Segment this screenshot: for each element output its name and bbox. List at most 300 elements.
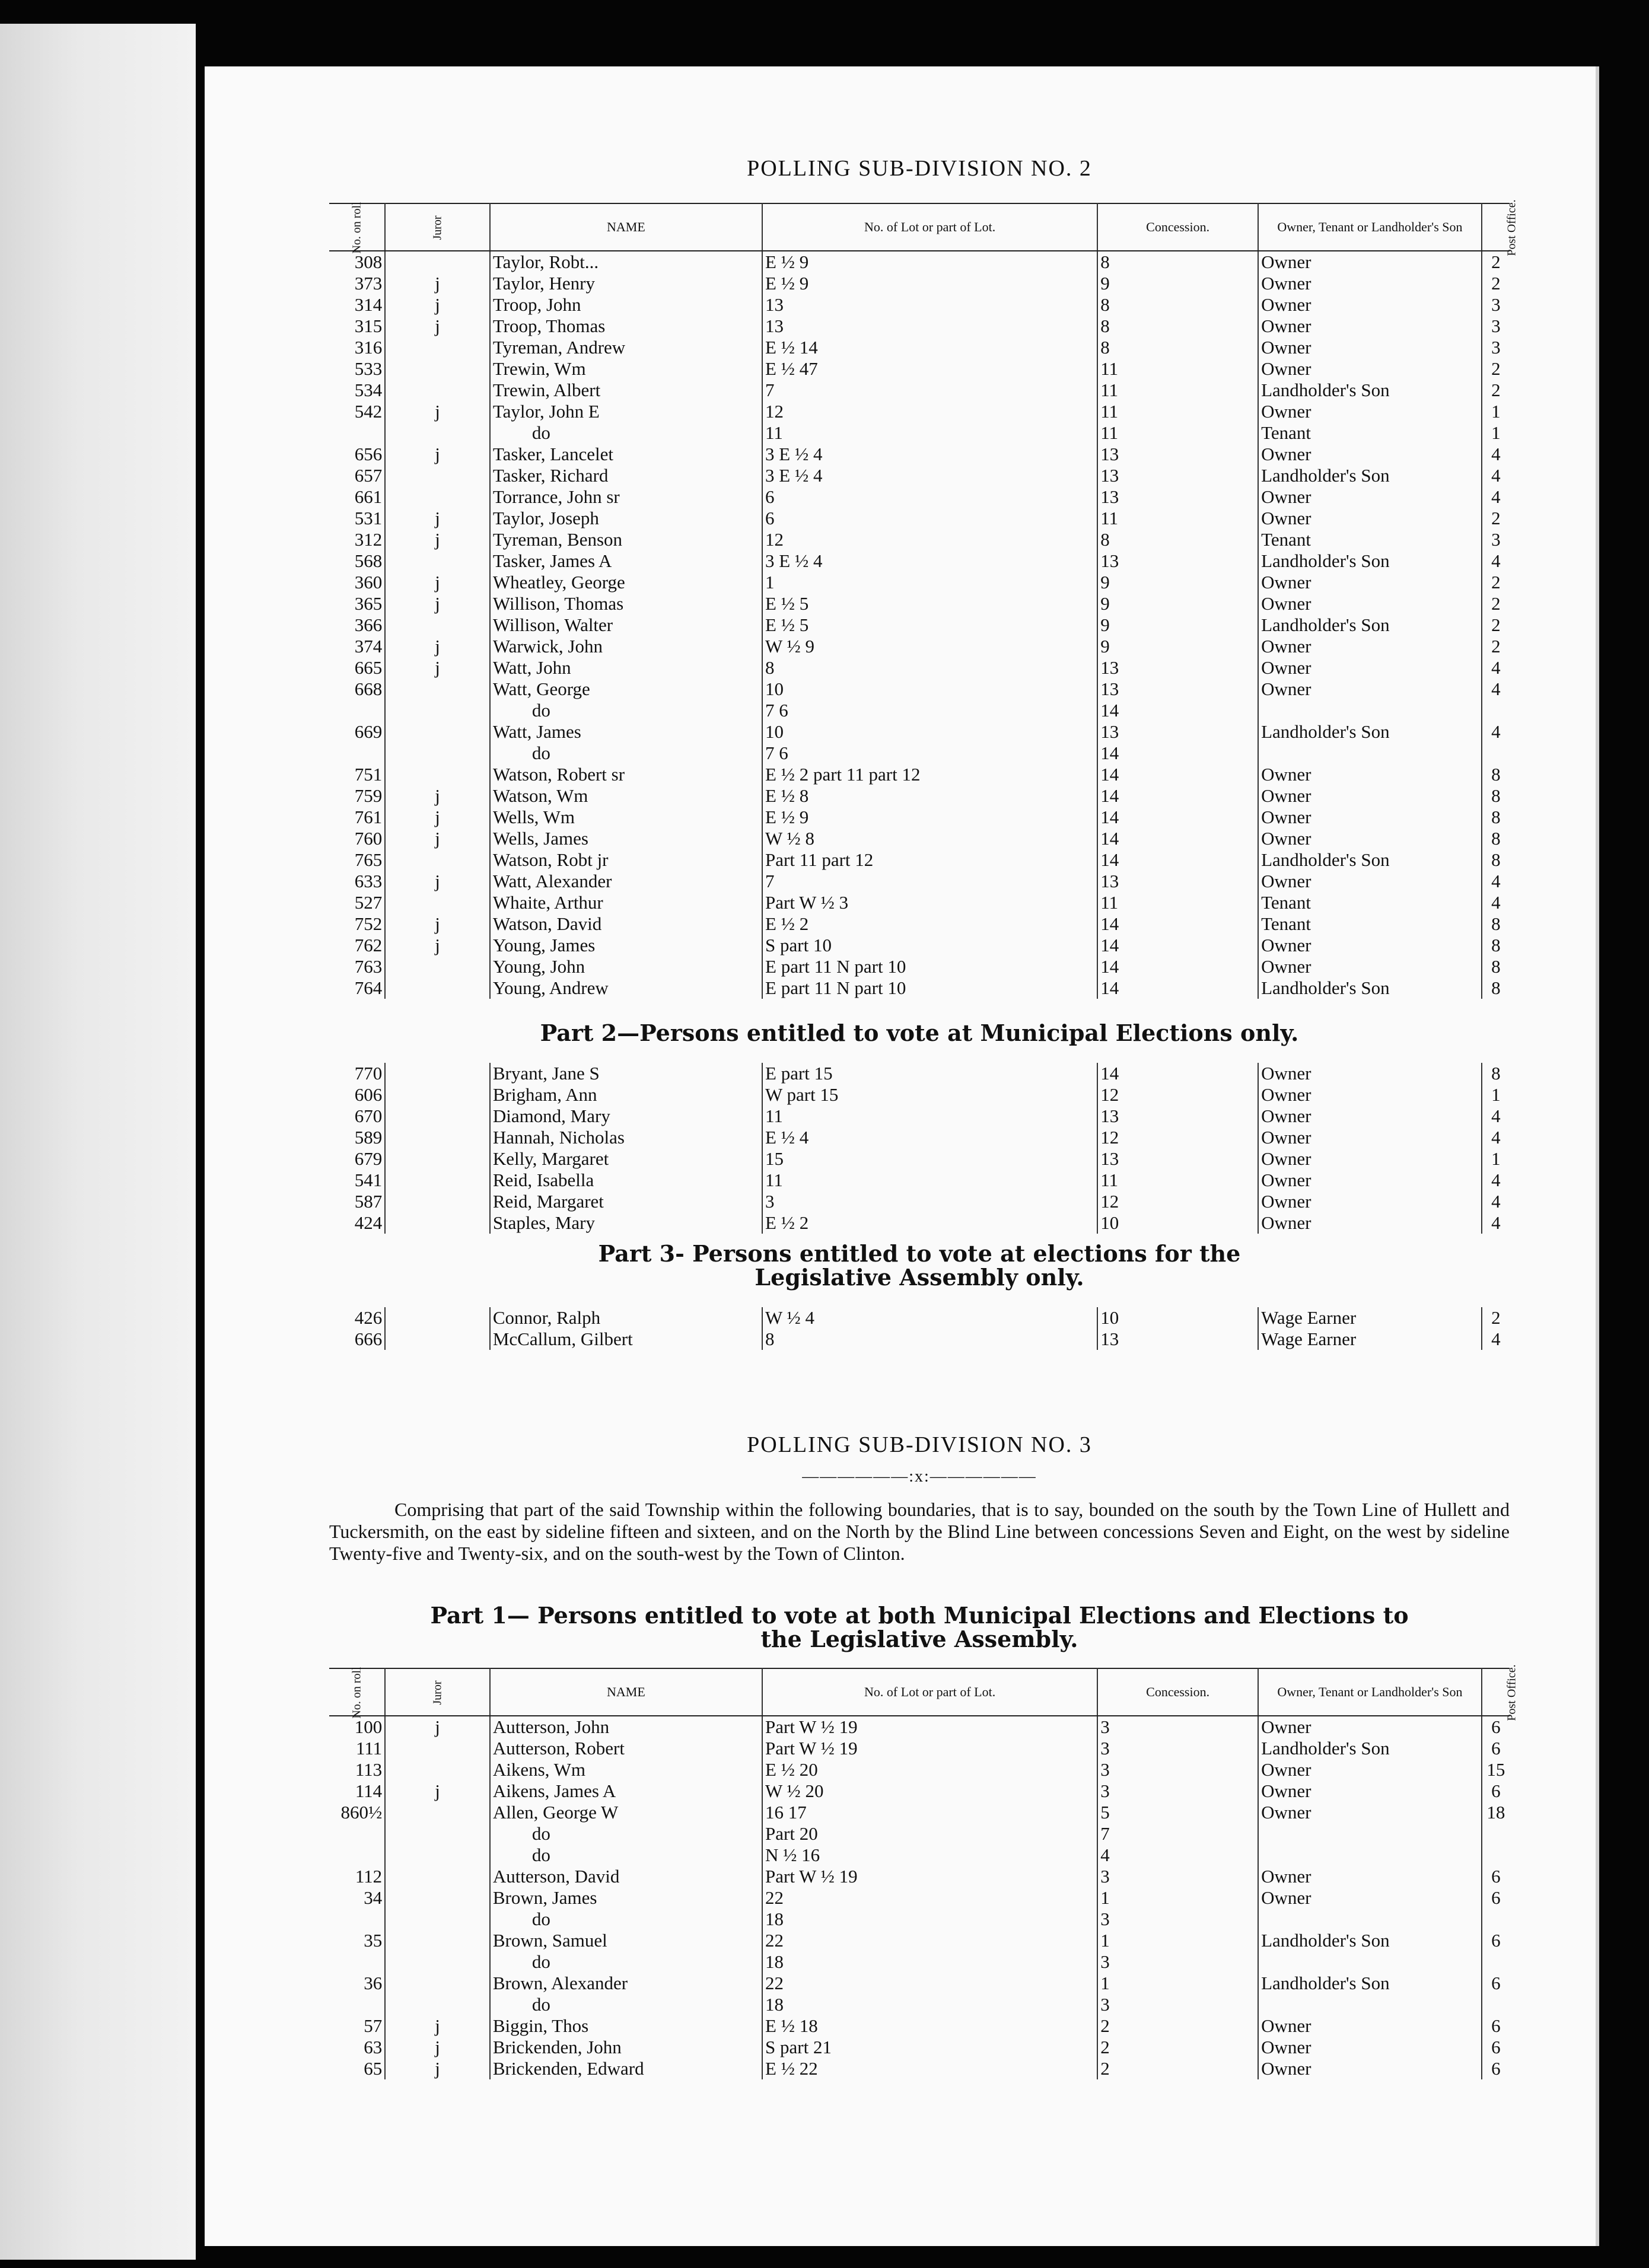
roll-number: 657: [354, 465, 383, 486]
roll-number: 534: [354, 380, 383, 400]
concession-number: 10: [1097, 1307, 1258, 1329]
table-row: [329, 657, 1510, 679]
concession-number: 3: [1097, 1738, 1258, 1759]
roll-number: 633: [354, 871, 383, 891]
header-lot: [762, 203, 1097, 251]
tenure-status: Owner: [1258, 1191, 1482, 1212]
juror-mark: j: [385, 2037, 490, 2058]
sub2-part1-body: [329, 251, 1510, 999]
juror-mark: j: [385, 935, 490, 956]
voter-name: Whaite, Arthur: [490, 892, 762, 913]
concession-number: 11: [1097, 508, 1258, 529]
roll-number: 100: [354, 1716, 383, 1737]
post-office-number: 4: [1482, 550, 1510, 572]
concession-number: 3: [1097, 1909, 1258, 1930]
lot-description: Part W ½ 19: [762, 1866, 1097, 1887]
voter-name: Brown, Samuel: [490, 1930, 762, 1951]
table-row: [329, 679, 1510, 700]
header-no-on-roll: [329, 1666, 385, 1719]
post-office-number: 8: [1482, 785, 1510, 807]
post-office-number: 3: [1482, 294, 1510, 316]
tenure-status: Owner: [1258, 807, 1482, 828]
concession-number: 8: [1097, 529, 1258, 550]
concession-number: 10: [1097, 1212, 1258, 1234]
post-office-number: 2: [1482, 358, 1510, 380]
table-row: [329, 1780, 1510, 1802]
table-row: [329, 700, 1510, 721]
lot-description: E ½ 22: [762, 2058, 1097, 2079]
voter-name: McCallum, Gilbert: [490, 1329, 762, 1350]
table-row: [329, 871, 1510, 892]
juror-mark: [385, 1802, 490, 1823]
juror-mark: [385, 1127, 490, 1148]
roll-number: 114: [355, 1780, 383, 1801]
juror-mark: [385, 1759, 490, 1780]
voter-name: Watt, John: [490, 657, 762, 679]
juror-mark: j: [385, 636, 490, 657]
roll-number: 34: [364, 1887, 383, 1908]
lot-description: E part 11 N part 10: [762, 977, 1097, 999]
tenure-status: Owner: [1258, 935, 1482, 956]
tenure-status: [1258, 1951, 1482, 1973]
post-office-number: 8: [1482, 807, 1510, 828]
tenure-status: Owner: [1258, 294, 1482, 316]
sub2-part3-section: [329, 1307, 1510, 1350]
tenure-status: Owner: [1258, 337, 1482, 358]
table-row: [329, 1127, 1510, 1148]
lot-description: W ½ 4: [762, 1307, 1097, 1329]
lot-description: 8: [762, 1329, 1097, 1350]
voter-name: Troop, Thomas: [490, 316, 762, 337]
table-row: [329, 529, 1510, 550]
sub2-part3-title-2: Legislative Assembly only.: [755, 1264, 1084, 1291]
concession-number: 14: [1097, 785, 1258, 807]
roll-number: 65: [364, 2058, 383, 2079]
lot-description: Part W ½ 3: [762, 892, 1097, 913]
lot-description: E part 11 N part 10: [762, 956, 1097, 977]
sub2-heading-block: [329, 155, 1510, 181]
lot-description: S part 21: [762, 2037, 1097, 2058]
sub3-part1-title-1: Part 1— Persons entitled to vote at both Municipal Elections and Elections to: [430, 1602, 1409, 1629]
juror-mark: j: [385, 657, 490, 679]
table-row: [329, 1909, 1510, 1930]
post-office-number: 4: [1482, 679, 1510, 700]
post-office-number: 18: [1482, 1802, 1510, 1823]
lot-description: 11: [762, 1170, 1097, 1191]
roll-number: 36: [364, 1973, 383, 1993]
concession-number: 14: [1097, 743, 1258, 764]
concession-number: 9: [1097, 636, 1258, 657]
table-row: [329, 2015, 1510, 2037]
lot-description: 3 E ½ 4: [762, 444, 1097, 465]
post-office-number: 4: [1482, 465, 1510, 486]
roll-number: 63: [364, 2037, 383, 2057]
sub2-part1-table: [329, 199, 1519, 999]
table-row: [329, 1866, 1510, 1887]
voter-name: Kelly, Margaret: [490, 1148, 762, 1170]
concession-number: 13: [1097, 679, 1258, 700]
tenure-status: Owner: [1258, 2015, 1482, 2037]
post-office-number: 6: [1482, 1930, 1510, 1951]
concession-number: 9: [1097, 273, 1258, 294]
table-row: [329, 1759, 1510, 1780]
post-office-number: 6: [1482, 1738, 1510, 1759]
table-row: [329, 1802, 1510, 1823]
tenure-status: [1258, 1994, 1482, 2015]
voter-name: Taylor, Henry: [490, 273, 762, 294]
voter-name: Tyreman, Benson: [490, 529, 762, 550]
concession-number: 13: [1097, 1329, 1258, 1350]
roll-number: 669: [354, 721, 383, 742]
juror-mark: [385, 337, 490, 358]
table-row: [329, 1973, 1510, 1994]
header-post-office-label: Post Office.: [1505, 199, 1519, 256]
post-office-number: 2: [1482, 251, 1510, 273]
lot-description: 18: [762, 1994, 1097, 2015]
header-post-office: [1482, 1664, 1519, 1721]
voter-name: Taylor, Joseph: [490, 508, 762, 529]
post-office-number: 8: [1482, 935, 1510, 956]
concession-number: 5: [1097, 1802, 1258, 1823]
voter-name: Watson, Robert sr: [490, 764, 762, 785]
roll-number: 316: [354, 337, 383, 358]
juror-mark: j: [385, 1716, 490, 1738]
lot-description: E ½ 5: [762, 593, 1097, 614]
voter-name: Brickenden, Edward: [490, 2058, 762, 2079]
lot-description: Part W ½ 19: [762, 1716, 1097, 1738]
table-row: [329, 1191, 1510, 1212]
header-concession: [1097, 1668, 1258, 1716]
post-office-number: [1482, 1951, 1510, 1973]
table-row: [329, 1716, 1510, 1738]
lot-description: 18: [762, 1951, 1097, 1973]
voter-name: Tasker, Lancelet: [490, 444, 762, 465]
lot-description: E ½ 9: [762, 251, 1097, 273]
post-office-number: 6: [1482, 1716, 1510, 1738]
lot-description: Part 20: [762, 1823, 1097, 1845]
roll-number: 111: [355, 1738, 383, 1759]
header-juror-label: Juror: [431, 1680, 444, 1705]
post-office-number: 4: [1482, 486, 1510, 508]
table-row: [329, 977, 1510, 999]
tenure-status: Owner: [1258, 1716, 1482, 1738]
lot-description: 12: [762, 529, 1097, 550]
table-row: [329, 316, 1510, 337]
table-row: [329, 1951, 1510, 1973]
tenure-status: Owner: [1258, 871, 1482, 892]
roll-number: 770: [354, 1063, 383, 1084]
tenure-status: Landholder's Son: [1258, 380, 1482, 401]
roll-number: 426: [354, 1307, 383, 1328]
post-office-number: 2: [1482, 636, 1510, 657]
post-office-number: 6: [1482, 1887, 1510, 1909]
roll-number: [329, 1909, 385, 1930]
voter-name: Young, James: [490, 935, 762, 956]
post-office-number: 2: [1482, 380, 1510, 401]
table-row: [329, 550, 1510, 572]
post-office-number: 6: [1482, 1866, 1510, 1887]
concession-number: 7: [1097, 1823, 1258, 1845]
concession-number: 14: [1097, 977, 1258, 999]
roll-number: 860½: [340, 1802, 383, 1823]
header-name-label: NAME: [607, 1684, 645, 1699]
concession-number: 14: [1097, 913, 1258, 935]
voter-name: Young, Andrew: [490, 977, 762, 999]
post-office-number: 2: [1482, 508, 1510, 529]
juror-mark: [385, 1973, 490, 1994]
header-post-office-label: Post Office.: [1505, 1664, 1519, 1721]
table-row: [329, 444, 1510, 465]
table-row: [329, 593, 1510, 614]
voter-name: Brown, Alexander: [490, 1973, 762, 1994]
post-office-number: 8: [1482, 956, 1510, 977]
juror-mark: [385, 1887, 490, 1909]
tenure-status: Landholder's Son: [1258, 977, 1482, 999]
roll-number: [329, 1845, 385, 1866]
table-row: [329, 785, 1510, 807]
table-row: [329, 1063, 1510, 1084]
voter-name: Watson, Robt jr: [490, 849, 762, 871]
lot-description: W ½ 20: [762, 1780, 1097, 1802]
lot-description: 11: [762, 1106, 1097, 1127]
roll-number: 531: [354, 508, 383, 528]
roll-number: 762: [354, 935, 383, 955]
voter-name: Tasker, James A: [490, 550, 762, 572]
lot-description: E ½ 2: [762, 913, 1097, 935]
juror-mark: [385, 1994, 490, 2015]
concession-number: 9: [1097, 572, 1258, 593]
sub3-part1-table: [329, 1664, 1519, 2079]
concession-number: 12: [1097, 1084, 1258, 1106]
tenure-status: Owner: [1258, 1887, 1482, 1909]
tenure-status: Owner: [1258, 358, 1482, 380]
post-office-number: [1482, 1909, 1510, 1930]
header-name: [490, 1668, 762, 1716]
roll-number: 113: [355, 1759, 383, 1780]
tenure-status: Landholder's Son: [1258, 550, 1482, 572]
juror-mark: [385, 743, 490, 764]
header-concession: [1097, 203, 1258, 251]
juror-mark: j: [385, 2015, 490, 2037]
header-no-on-roll-label: No. on roll: [350, 1666, 364, 1719]
post-office-number: 2: [1482, 572, 1510, 593]
voter-name: Hannah, Nicholas: [490, 1127, 762, 1148]
table-row: [329, 1823, 1510, 1845]
juror-mark: [385, 1951, 490, 1973]
table-row: [329, 1084, 1510, 1106]
header-lot: [762, 1668, 1097, 1716]
voter-name: do: [490, 1845, 762, 1866]
juror-mark: j: [385, 2058, 490, 2079]
table-row: [329, 465, 1510, 486]
roll-number: 374: [354, 636, 383, 657]
concession-number: 13: [1097, 444, 1258, 465]
table-row: [329, 294, 1510, 316]
juror-mark: [385, 849, 490, 871]
lot-description: 3 E ½ 4: [762, 550, 1097, 572]
header-juror: [385, 203, 490, 251]
roll-number: 752: [354, 913, 383, 934]
juror-mark: j: [385, 785, 490, 807]
header-concession-label: Concession.: [1146, 1684, 1210, 1699]
roll-number: 542: [354, 401, 383, 422]
lot-description: 10: [762, 679, 1097, 700]
voter-name: Willison, Thomas: [490, 593, 762, 614]
table-row: [329, 1106, 1510, 1127]
juror-mark: [385, 251, 490, 273]
voter-name: Warwick, John: [490, 636, 762, 657]
concession-number: 14: [1097, 935, 1258, 956]
table-row: [329, 2037, 1510, 2058]
concession-number: 14: [1097, 956, 1258, 977]
juror-mark: j: [385, 807, 490, 828]
tenure-status: Landholder's Son: [1258, 1973, 1482, 1994]
post-office-number: 1: [1482, 1084, 1510, 1106]
roll-number: 679: [354, 1148, 383, 1169]
lot-description: E part 15: [762, 1063, 1097, 1084]
roll-number: 751: [354, 764, 383, 785]
tenure-status: Owner: [1258, 316, 1482, 337]
roll-number: 760: [354, 828, 383, 849]
voter-name: Tasker, Richard: [490, 465, 762, 486]
post-office-number: 15: [1482, 1759, 1510, 1780]
tenure-status: Owner: [1258, 401, 1482, 422]
voter-name: do: [490, 700, 762, 721]
voter-name: Willison, Walter: [490, 614, 762, 636]
voter-name: Wells, James: [490, 828, 762, 849]
concession-number: 13: [1097, 465, 1258, 486]
header-name: [490, 203, 762, 251]
roll-number: 541: [354, 1170, 383, 1190]
concession-number: 3: [1097, 1951, 1258, 1973]
voter-name: Connor, Ralph: [490, 1307, 762, 1329]
juror-mark: [385, 1148, 490, 1170]
table-row: [329, 614, 1510, 636]
lot-description: 22: [762, 1930, 1097, 1951]
post-office-number: 4: [1482, 1106, 1510, 1127]
roll-number: 763: [354, 956, 383, 977]
voter-name: do: [490, 1951, 762, 1973]
header-no-on-roll: [329, 201, 385, 254]
roll-number: [329, 422, 385, 444]
table-row: [329, 1738, 1510, 1759]
roll-number: 57: [364, 2015, 383, 2036]
roll-number: 527: [354, 892, 383, 913]
post-office-number: 3: [1482, 529, 1510, 550]
tenure-status: Owner: [1258, 1127, 1482, 1148]
post-office-number: 2: [1482, 273, 1510, 294]
lot-description: E ½ 4: [762, 1127, 1097, 1148]
concession-number: 11: [1097, 358, 1258, 380]
voter-name: do: [490, 1909, 762, 1930]
concession-number: 11: [1097, 892, 1258, 913]
juror-mark: [385, 1212, 490, 1234]
tenure-status: Owner: [1258, 444, 1482, 465]
juror-mark: j: [385, 871, 490, 892]
concession-number: 1: [1097, 1887, 1258, 1909]
table-row: [329, 1329, 1510, 1350]
concession-number: 3: [1097, 1866, 1258, 1887]
post-office-number: 6: [1482, 2058, 1510, 2079]
roll-number: 765: [354, 849, 383, 870]
lot-description: 8: [762, 657, 1097, 679]
roll-number: 661: [354, 486, 383, 507]
header-no-on-roll-label: No. on roll: [350, 201, 364, 254]
tenure-status: Owner: [1258, 828, 1482, 849]
lot-description: 7: [762, 871, 1097, 892]
tenure-status: [1258, 1823, 1482, 1845]
voter-name: Autterson, Robert: [490, 1738, 762, 1759]
sub2-part2-body: [329, 1063, 1510, 1234]
tenure-status: Owner: [1258, 785, 1482, 807]
table-row: [329, 1887, 1510, 1909]
juror-mark: j: [385, 572, 490, 593]
tenure-status: Landholder's Son: [1258, 614, 1482, 636]
post-office-number: 8: [1482, 764, 1510, 785]
voter-name: Reid, Isabella: [490, 1170, 762, 1191]
juror-mark: [385, 1084, 490, 1106]
lot-description: W ½ 8: [762, 828, 1097, 849]
table-row: [329, 935, 1510, 956]
tenure-status: Landholder's Son: [1258, 849, 1482, 871]
lot-description: E ½ 2 part 11 part 12: [762, 764, 1097, 785]
lot-description: 18: [762, 1909, 1097, 1930]
sub2-part3-body: [329, 1307, 1510, 1350]
lot-description: E ½ 18: [762, 2015, 1097, 2037]
sub3-part1-body: [329, 1716, 1510, 2079]
lot-description: E ½ 14: [762, 337, 1097, 358]
concession-number: 11: [1097, 401, 1258, 422]
concession-number: 2: [1097, 2037, 1258, 2058]
concession-number: 13: [1097, 1106, 1258, 1127]
concession-number: 13: [1097, 721, 1258, 743]
lot-description: 7: [762, 380, 1097, 401]
roll-number: 373: [354, 273, 383, 294]
juror-mark: [385, 1307, 490, 1329]
voter-name: Tyreman, Andrew: [490, 337, 762, 358]
tenure-status: Owner: [1258, 636, 1482, 657]
tenure-status: Owner: [1258, 764, 1482, 785]
juror-mark: j: [385, 1780, 490, 1802]
tenure-status: Owner: [1258, 1106, 1482, 1127]
tenure-status: Landholder's Son: [1258, 721, 1482, 743]
juror-mark: j: [385, 913, 490, 935]
juror-mark: [385, 422, 490, 444]
concession-number: 14: [1097, 828, 1258, 849]
tenure-status: Owner: [1258, 486, 1482, 508]
post-office-number: 8: [1482, 828, 1510, 849]
concession-number: 13: [1097, 1148, 1258, 1170]
concession-number: 8: [1097, 294, 1258, 316]
voter-name: Troop, John: [490, 294, 762, 316]
sub2-part2-title-block: [329, 1021, 1510, 1045]
roll-number: 759: [354, 785, 383, 806]
juror-mark: [385, 380, 490, 401]
table-row: [329, 636, 1510, 657]
table-row: [329, 337, 1510, 358]
table-row: [329, 508, 1510, 529]
voter-name: Watt, George: [490, 679, 762, 700]
table-row: [329, 358, 1510, 380]
roll-number: 366: [354, 614, 383, 635]
voter-name: Bryant, Jane S: [490, 1063, 762, 1084]
table-row: [329, 251, 1510, 273]
juror-mark: [385, 977, 490, 999]
tenure-status: Owner: [1258, 508, 1482, 529]
tenure-status: Owner: [1258, 2058, 1482, 2079]
juror-mark: j: [385, 529, 490, 550]
post-office-number: 2: [1482, 593, 1510, 614]
